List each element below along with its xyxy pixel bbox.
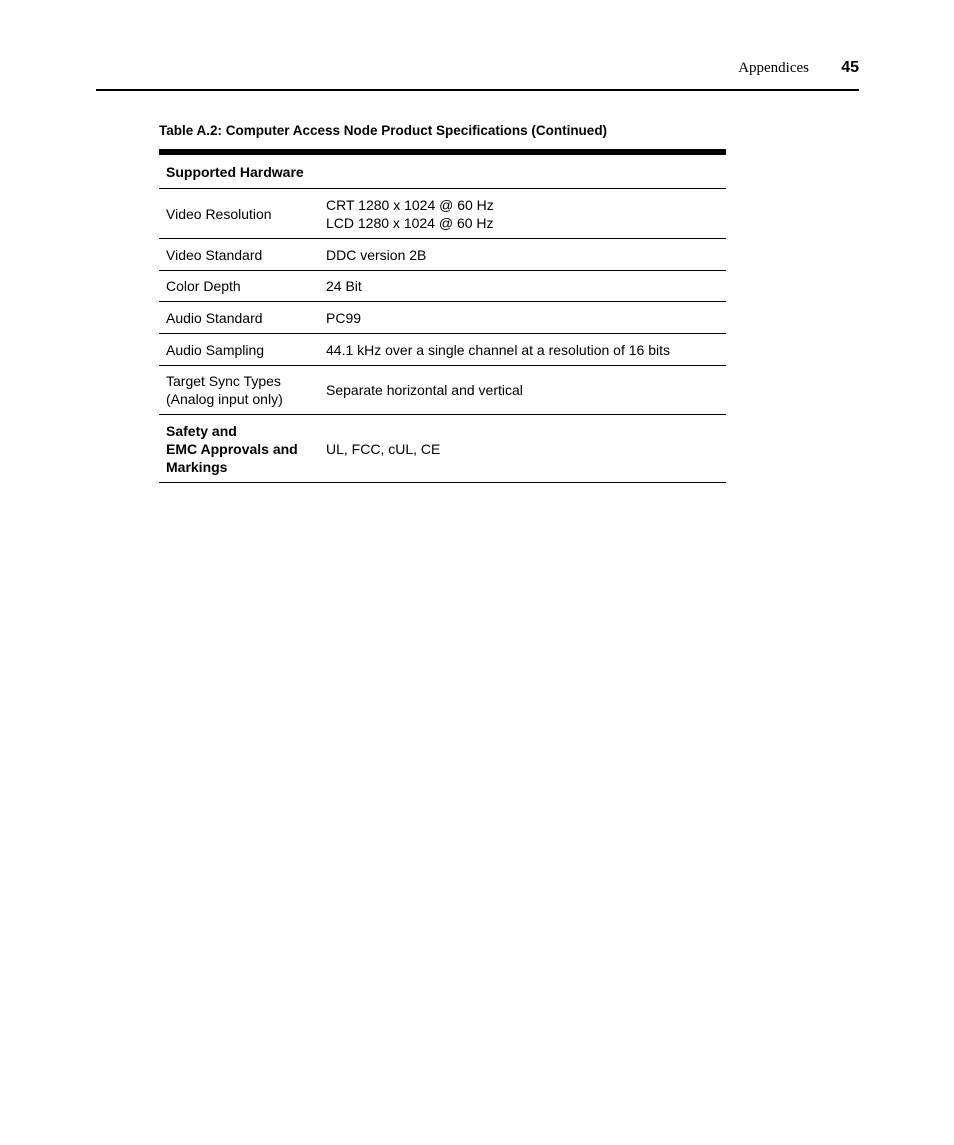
- row-value: DDC version 2B: [326, 246, 427, 263]
- table-row: [159, 271, 726, 302]
- row-value: PC99: [326, 309, 362, 326]
- row-label: Audio Sampling: [166, 341, 265, 358]
- row-value: Separate horizontal and vertical: [326, 382, 523, 398]
- row-label: Safety and EMC Approvals and Markings: [166, 422, 298, 475]
- row-value: 24 Bit: [326, 278, 362, 294]
- row-value: UL, FCC, cUL, CE: [326, 440, 441, 457]
- table-row: [159, 302, 726, 334]
- row-label: Video Resolution: [166, 205, 272, 222]
- spec-table: [159, 149, 726, 483]
- table-section-heading: Supported Hardware: [166, 163, 304, 180]
- table-row: [159, 415, 726, 483]
- page-number: 45: [841, 59, 859, 76]
- row-label: Color Depth: [166, 278, 241, 294]
- row-label: Video Standard: [166, 246, 263, 263]
- table-row: [159, 239, 726, 271]
- row-value: 44.1 kHz over a single channel at a resolution of 16 bits: [326, 341, 670, 358]
- table-row: [159, 366, 726, 415]
- header-section-title: Appendices: [738, 60, 809, 76]
- table-row: [159, 334, 726, 366]
- row-value: CRT 1280 x 1024 @ 60 Hz LCD 1280 x 1024 @ 60 Hz: [326, 196, 494, 231]
- table-section-heading-row: [159, 155, 726, 189]
- table-caption: Table A.2: Computer Access Node Product Specifications (Continued): [159, 123, 608, 138]
- row-label: Audio Standard: [166, 309, 263, 326]
- row-label: Target Sync Types (Analog input only): [166, 373, 283, 407]
- table-row: [159, 189, 726, 239]
- page-header: [96, 0, 859, 91]
